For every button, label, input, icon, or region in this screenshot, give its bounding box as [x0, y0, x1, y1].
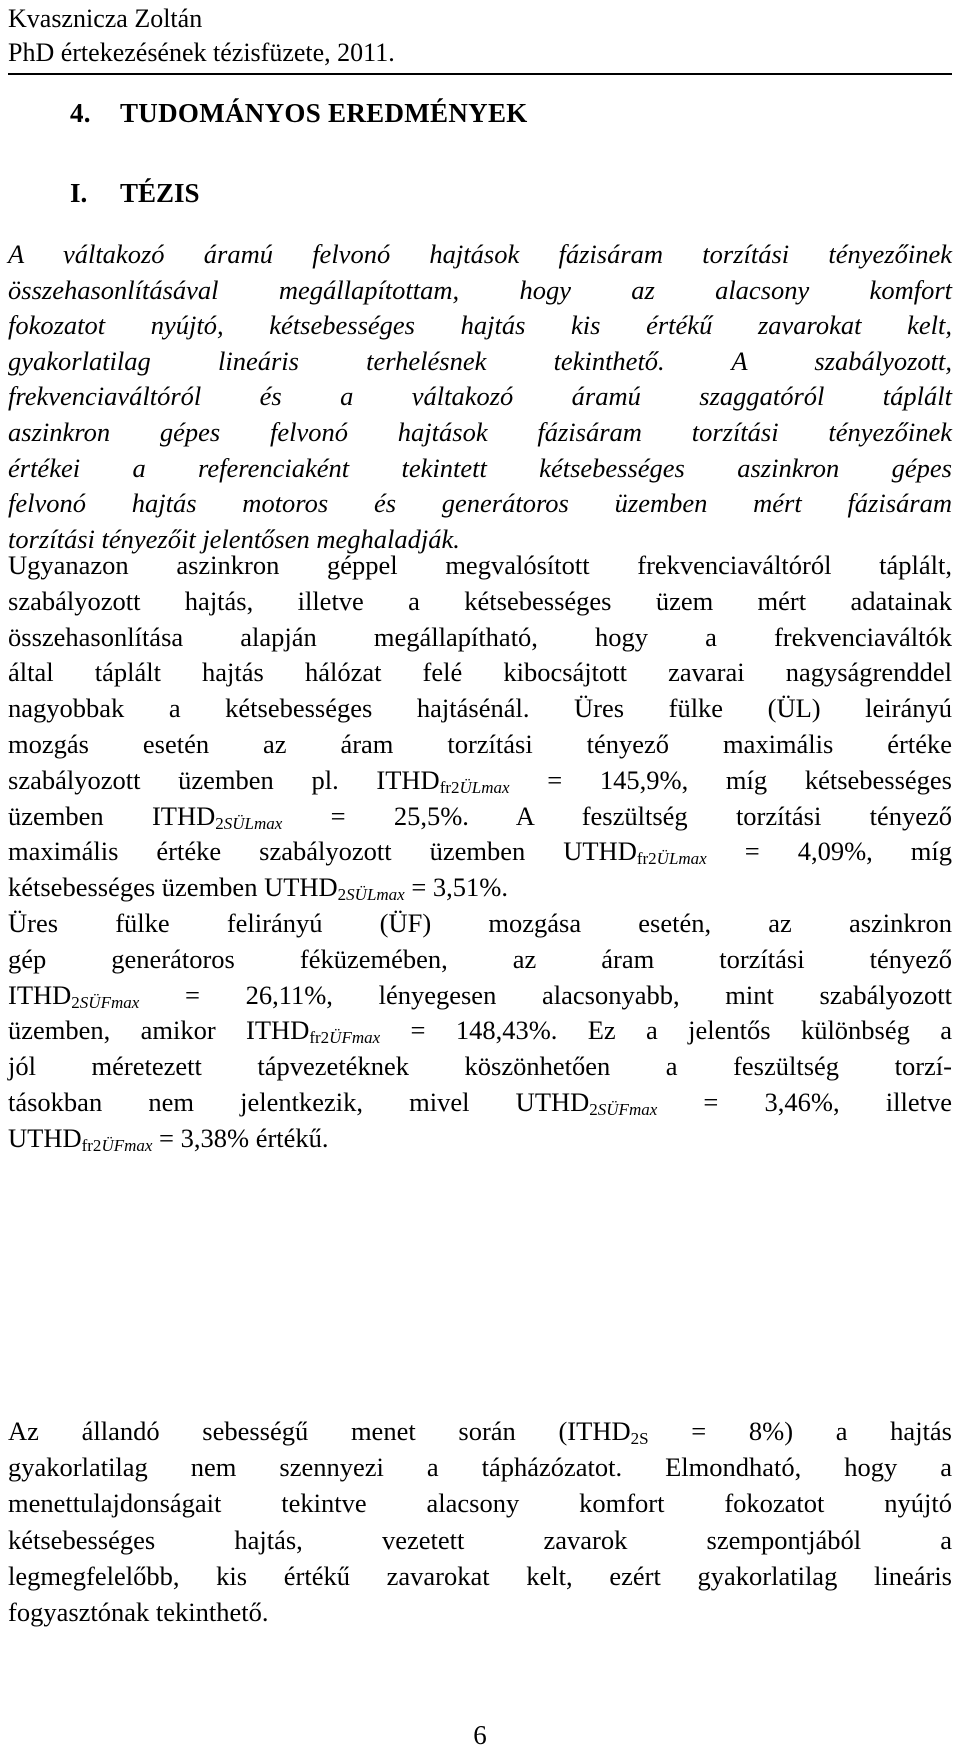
text-line: összehasonlításával megállapítottam, hogy az alacsony komfort [8, 274, 952, 305]
section-heading [70, 96, 528, 130]
thesis-title: TÉZIS [120, 178, 200, 208]
text-line: nagyobbak a kétsebességes hajtásénál. Üres fülke (ÜL) leirányú [8, 693, 952, 724]
text-line: fokozatot nyújtó, kétsebességes hajtás kis értékű zavarokat kelt, [8, 310, 952, 341]
results-paragraph [8, 548, 952, 1157]
header-divider [8, 73, 952, 75]
text-line: összehasonlítása alapján megállapítható, hogy a frekvenciaváltók [8, 621, 952, 652]
text-line: A váltakozó áramú felvonó hajtások fázisáram torzítási tényezőinek [8, 239, 952, 269]
text-line: mozgás esetén az áram torzítási tényező maximális értéke [8, 728, 952, 759]
text-line: szabályozott üzemben pl. $ITHD_{fr2ÜLmax} = 145,9\%$, míg kétsebességes [8, 764, 952, 797]
subscript: 2SÜFmax [589, 1099, 658, 1119]
subscript: 2S [630, 1429, 649, 1448]
text-line: kétsebességes üzemben $UTHD_{2SÜLmax} = 3,51\%$. [8, 872, 509, 905]
text-line: szabályozott hajtás, illetve a kétsebességes üzem mért adatainak [8, 585, 952, 616]
text-line: Üres fülke felirányú (ÜF) mozgása esetén, az aszinkron [8, 907, 952, 938]
text-line: torzítási tényezőit jelentősen meghaladják. [8, 523, 460, 554]
text-line: maximális értéke szabályozott üzemben $UTHD_{fr2ÜLmax} = 4,09\%$, míg [8, 836, 952, 869]
text-line: gyakorlatilag nem szennyezi a tápházózatot. Elmondható, hogy a [8, 1452, 952, 1483]
subscript: fr2ÜFmax [309, 1028, 381, 1048]
text-line: jól méretezett tápvezetéknek köszönhetően a feszültség torzí- [8, 1051, 952, 1082]
text-line: fogyasztónak tekinthető. [8, 1597, 269, 1628]
page-number: 6 [473, 1720, 487, 1750]
subscript: fr2ÜLmax [439, 777, 510, 797]
text-line: menettulajdonságait tekintve alacsony komfort fokozatot nyújtó [8, 1488, 952, 1519]
text-line: gép generátoros féküzemében, az áram torzítási tényező [8, 943, 952, 974]
text-line: tásokban nem jelentkezik, mivel $UTHD_{2SÜFmax} = 3,46\%$, illetve [8, 1086, 952, 1119]
header-subtitle: PhD értekezésének tézisfüzete, 2011. [8, 38, 395, 67]
thesis-statement [8, 237, 952, 557]
text-line: által táplált hajtás hálózat felé kibocsájtott zavarai nagyságrenddel [8, 657, 952, 688]
text-line: gyakorlatilag lineáris terhelésnek tekinthető. A szabályozott, [8, 345, 952, 376]
section-number: 4. [70, 98, 91, 128]
text-line: felvonó hajtás motoros és generátoros üzemben mért fázisáram [8, 488, 952, 519]
subscript: fr2ÜLmax [636, 849, 707, 869]
text-line: kétsebességes hajtás, vezetett zavarok szempontjából a [8, 1524, 952, 1555]
thesis-number: I. [70, 178, 88, 208]
thesis-heading [70, 176, 200, 210]
conclusion-paragraph [8, 1413, 952, 1630]
text-line: $UTHD_{fr2ÜFmax} = 3,38\%$ értékű. [8, 1122, 329, 1155]
running-header [8, 2, 395, 70]
text-line: üzemben $ITHD_{2SÜLmax} = 25,5\%$. A feszültség torzítási tényező [8, 800, 952, 833]
text-line: frekvenciaváltóról és a váltakozó áramú szaggatóról táplált [8, 381, 952, 412]
subscript: 2SÜLmax [337, 885, 405, 905]
section-title: TUDOMÁNYOS EREDMÉNYEK [120, 98, 528, 128]
header-author: Kvasznicza Zoltán [8, 4, 203, 33]
subscript: fr2ÜFmax [81, 1135, 153, 1155]
text-line: legmegfelelőbb, kis értékű zavarokat kelt, ezért gyakorlatilag lineáris [8, 1560, 952, 1591]
text-line: értékei a referenciaként tekintett kétsebességes aszinkron gépes [8, 452, 952, 483]
subscript: 2SÜLmax [215, 813, 283, 833]
text-line: $ITHD_{2SÜFmax} = 26,11\%$, lényegesen alacsonyabb, mint szabályozott [8, 979, 952, 1012]
text-line: aszinkron gépes felvonó hajtások fázisáram torzítási tényezőinek [8, 416, 952, 447]
text-line: üzemben, amikor $ITHD_{fr2ÜFmax} = 148,43\%$. Ez a jelentős különbség a [8, 1015, 953, 1048]
text-line: Ugyanazon aszinkron géppel megvalósított frekvenciaváltóról táplált, [8, 550, 952, 580]
subscript: 2SÜFmax [71, 992, 140, 1012]
text-line: Az állandó sebességű menet során $(ITHD_{2S} = 8\%)$ a hajtás [8, 1416, 952, 1448]
